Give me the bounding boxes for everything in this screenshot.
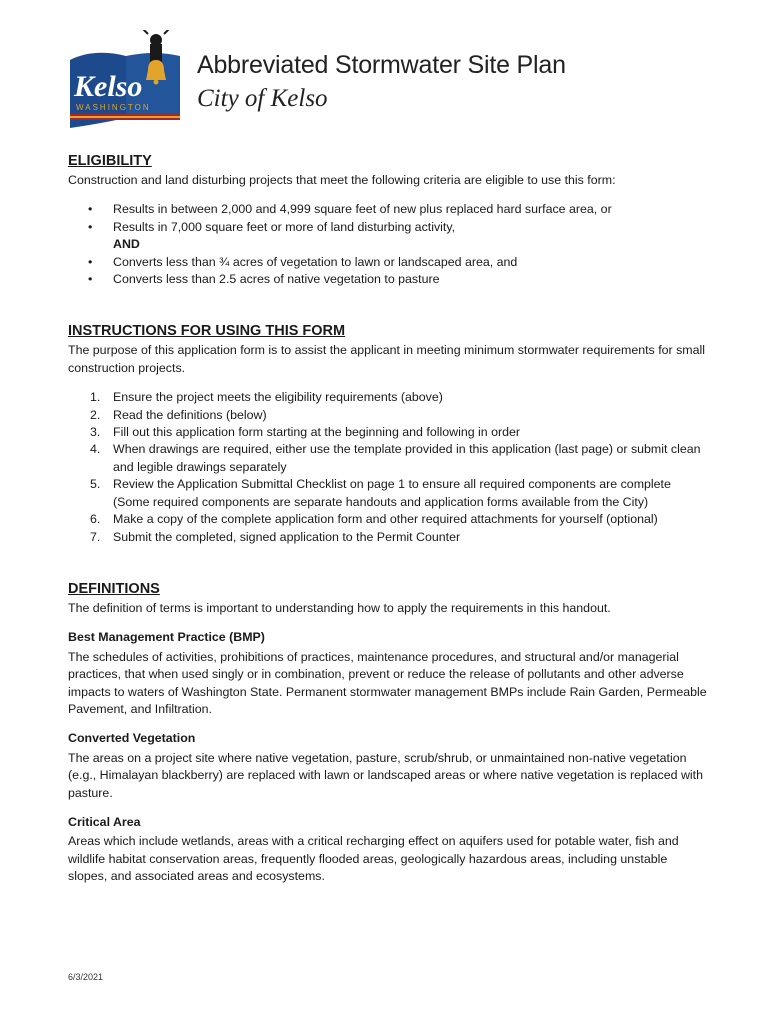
kelso-logo [64, 30, 184, 130]
step-number: 3. [90, 425, 101, 440]
definitions-intro: The definition of terms is important to understanding how to apply the requirements in this handout. [68, 600, 611, 615]
list-item [68, 476, 708, 511]
eligibility-heading: ELIGIBILITY [68, 153, 152, 169]
step-text: Make a copy of the complete application form and other required attachments for yourself (optional) [113, 512, 658, 527]
step-text: Ensure the project meets the eligibility requirements (above) [113, 390, 443, 405]
step-number: 5. [90, 477, 101, 492]
logo-wordmark: Kelso [74, 70, 143, 103]
eligibility-list [68, 201, 708, 288]
step-number: 1. [90, 390, 101, 405]
definition-text: The schedules of activities, prohibitions of practices, maintenance procedures, and structural and/or managerial practices, that when used singly or in combination, prevent or reduce the release of pollutants and other adverse impacts to waters of Washington State. Permanent stormwater management BMPs include Rain Garden, Permeable Pavement, and Infiltration. [68, 649, 707, 716]
step-text: Review the Application Submittal Checklist on page 1 to ensure all required components are complete (Some required components are separate handouts and application forms available from the City) [113, 477, 671, 509]
eligibility-intro: Construction and land disturbing projects that meet the following criteria are eligible to use this form: [68, 173, 616, 187]
list-item [68, 271, 708, 288]
page-subtitle: City of Kelso [197, 85, 328, 112]
list-item [68, 511, 708, 528]
instructions-intro: The purpose of this application form is to assist the applicant in meeting minimum stormwater requirements for small construction projects. [68, 343, 706, 375]
bagpiper-bell-logo-icon [64, 30, 184, 130]
bullet-icon: • [88, 219, 93, 234]
logo-subtext: WASHINGTON [76, 103, 151, 112]
list-item-text: Results in between 2,000 and 4,999 square feet of new plus replaced hard surface area, or [113, 202, 612, 217]
list-item [68, 389, 708, 406]
definition-term: Critical Area [68, 814, 141, 829]
list-item [68, 407, 708, 424]
definition-text: The areas on a project site where native vegetation, pasture, scrub/shrub, or unmaintained non-native vegetation (e.g., Himalayan blackberry) are replaced with lawn or landscaped areas or where native vegetation is replaced with pasture. [68, 750, 704, 800]
list-item [68, 424, 708, 441]
and-label-text: AND [113, 237, 140, 252]
eligibility-section [68, 152, 708, 288]
step-number: 4. [90, 442, 101, 457]
list-item-text: Converts less than 2.5 acres of native vegetation to pasture [113, 272, 440, 287]
list-item [68, 219, 708, 236]
title-block [197, 50, 566, 114]
page-title: Abbreviated Stormwater Site Plan [197, 51, 566, 79]
document-body [68, 152, 708, 886]
definition-term: Best Management Practice (BMP) [68, 630, 265, 645]
step-text: Submit the completed, signed application to the Permit Counter [113, 529, 461, 544]
step-text: Read the definitions (below) [113, 407, 267, 422]
instructions-section [68, 322, 708, 545]
step-number: 6. [90, 512, 101, 527]
list-item [68, 201, 708, 218]
and-label [68, 236, 708, 253]
instructions-heading: INSTRUCTIONS FOR USING THIS FORM [68, 323, 346, 340]
step-text: Fill out this application form starting at the beginning and following in order [113, 425, 521, 440]
list-item-text: Converts less than ¾ acres of vegetation to lawn or landscaped area, and [113, 254, 518, 269]
definitions-heading: DEFINITIONS [68, 580, 160, 597]
list-item [68, 441, 708, 476]
list-item-text: Results in 7,000 square feet or more of land disturbing activity, [113, 219, 456, 234]
definition-text: Areas which include wetlands, areas with a critical recharging effect on aquifers used for potable water, fish and wildlife habitat conservation areas, frequently flooded areas, geologically hazardous areas, including unstable slopes, and associated areas and ecosystems. [68, 834, 679, 884]
list-item [68, 529, 708, 546]
step-number: 2. [90, 407, 101, 422]
footer-date: 6/3/2021 [68, 972, 104, 982]
list-item [68, 254, 708, 271]
bullet-icon: • [88, 202, 93, 217]
step-text: When drawings are required, either use the template provided in this application (last page) or submit clean and legible drawings separately [113, 442, 701, 474]
definitions-section [68, 580, 708, 886]
instructions-list [68, 389, 708, 546]
definition-term: Converted Vegetation [68, 731, 196, 746]
step-number: 7. [90, 529, 101, 544]
bullet-icon: • [88, 254, 93, 269]
bullet-icon: • [88, 272, 93, 287]
